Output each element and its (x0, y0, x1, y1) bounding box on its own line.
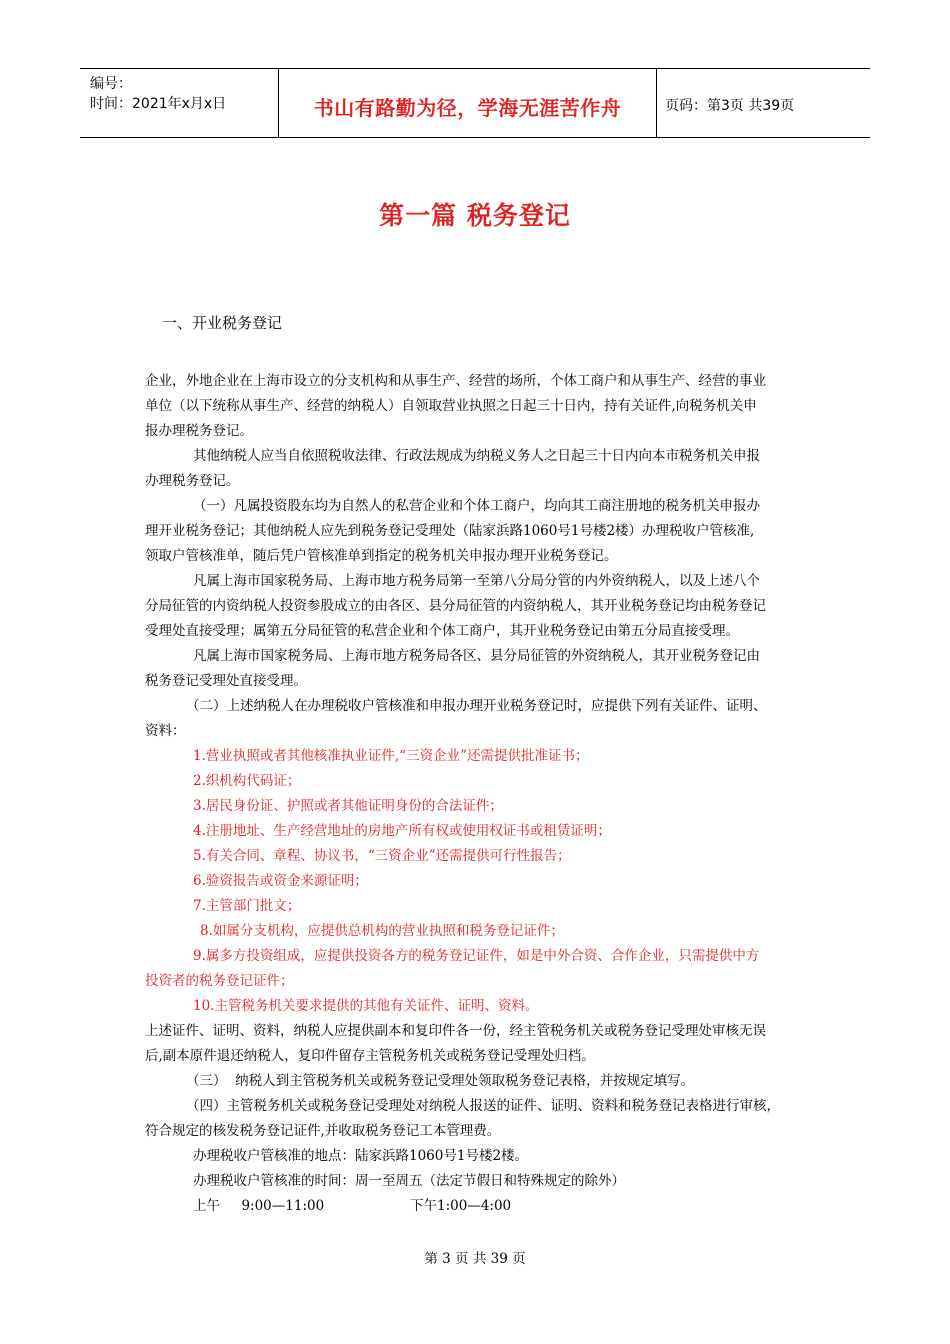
body-line: 其他纳税人应当自依照税收法律、行政法规成为纳税义务人之日起三十日内向本市税务机关申报 (193, 448, 760, 464)
section-heading: 一、开业税务登记 (162, 314, 283, 332)
motto-text: 书山有路勤为径，学海无涯苦作舟 (313, 96, 622, 120)
body-line: 单位（以下统称从事生产、经营的纳税人）自领取营业执照之日起三十日内，持有关证件,向税务机关申 (145, 398, 757, 414)
required-document-item: 7.主管部门批文； (193, 898, 301, 914)
page-info: 页码：第3页 共39页 (665, 98, 795, 114)
body-line: 办理税务登记。 (145, 473, 240, 489)
required-document-item: 9.属多方投资组成，应提供投资各方的税务登记证件，如是中外合资、合作企业，只需提供中方 (193, 948, 760, 964)
required-document-item: 5.有关合同、章程、协议书，“三资企业”还需提供可行性报告； (193, 848, 571, 864)
required-document-item: 1.营业执照或者其他核准执业证件,“三资企业”还需提供批准证书； (193, 748, 589, 764)
required-document-item: 4.注册地址、生产经营地址的房地产所有权或使用权证书或租赁证明； (193, 823, 611, 839)
date-label: 时间：2021年x月x日 (90, 96, 227, 112)
body-line: 凡属上海市国家税务局、上海市地方税务局各区、县分局征管的外资纳税人，其开业税务登记由 (193, 648, 760, 664)
body-line: （四）主管税务机关或税务登记受理处对纳税人报送的证件、证明、资料和税务登记表格进行审核， (186, 1098, 780, 1114)
body-line: 领取户管核准单，随后凭户管核准单到指定的税务机关申报办理开业税务登记。 (145, 548, 618, 564)
body-line: 后,副本原件退还纳税人，复印件留存主管税务机关或税务登记受理处归档。 (145, 1048, 595, 1064)
body-line: 受理处直接受理；属第五分局征管的私营企业和个体工商户，其开业税务登记由第五分局直接受理。 (145, 623, 739, 639)
required-document-item: 投资者的税务登记证件； (145, 973, 294, 989)
header-left-cell (80, 69, 279, 137)
body-line: 上午 9:00—11:00 下午1:00—4:00 (193, 1198, 512, 1214)
body-line: 资料： (145, 723, 186, 739)
body-line: 凡属上海市国家税务局、上海市地方税务局第一至第八分局分管的内外资纳税人，以及上述八个 (193, 573, 760, 589)
body-line: （二）上述纳税人在办理税收户管核准和申报办理开业税务登记时，应提供下列有关证件、证明、 (186, 698, 767, 714)
body-line: （三） 纳税人到主管税务机关或税务登记受理处领取税务登记表格，并按规定填写。 (186, 1073, 695, 1089)
body-line: 分局征管的内资纳税人投资参股成立的由各区、县分局征管的内资纳税人，其开业税务登记均由税务登记 (145, 598, 766, 614)
required-document-item: 3.居民身份证、护照或者其他证明身份的合法证件； (193, 798, 503, 814)
required-document-item: 6.验资报告或资金来源证明； (193, 873, 368, 889)
body-line: 税务登记受理处直接受理。 (145, 673, 307, 689)
required-document-item: 10.主管税务机关要求提供的其他有关证件、证明、资料。 (193, 998, 539, 1014)
body-line: 报办理税务登记。 (145, 423, 253, 439)
required-document-item: 8.如属分支机构，应提供总机构的营业执照和税务登记证件； (200, 923, 564, 939)
body-line: （一）凡属投资股东均为自然人的私营企业和个体工商户，均向其工商注册地的税务机关申报办 (193, 498, 760, 514)
header-middle-cell (279, 69, 657, 137)
number-label: 编号： (90, 76, 132, 92)
required-document-item: 2.织机构代码证； (193, 773, 301, 789)
body-line: 上述证件、证明、资料，纳税人应提供副本和复印件各一份，经主管税务机关或税务登记受理处审核无误 (145, 1023, 766, 1039)
header-table (80, 68, 870, 138)
header-right-cell (657, 69, 870, 137)
body-line: 理开业税务登记；其他纳税人应先到税务登记受理处（陆家浜路1060号1号楼2楼）办理税收户管核准, (145, 523, 755, 539)
page-title: 第一篇 税务登记 (379, 201, 571, 230)
body-line: 企业，外地企业在上海市设立的分支机构和从事生产、经营的场所，个体工商户和从事生产、经营的事业 (145, 373, 766, 389)
page-footer: 第 3 页 共 39 页 (424, 1251, 526, 1267)
body-line: 符合规定的核发税务登记证件,并收取税务登记工本管理费。 (145, 1123, 501, 1139)
body-line: 办理税收户管核准的地点：陆家浜路1060号1号楼2楼。 (193, 1148, 529, 1164)
body-line: 办理税收户管核准的时间：周一至周五（法定节假日和特殊规定的除外） (193, 1173, 625, 1189)
